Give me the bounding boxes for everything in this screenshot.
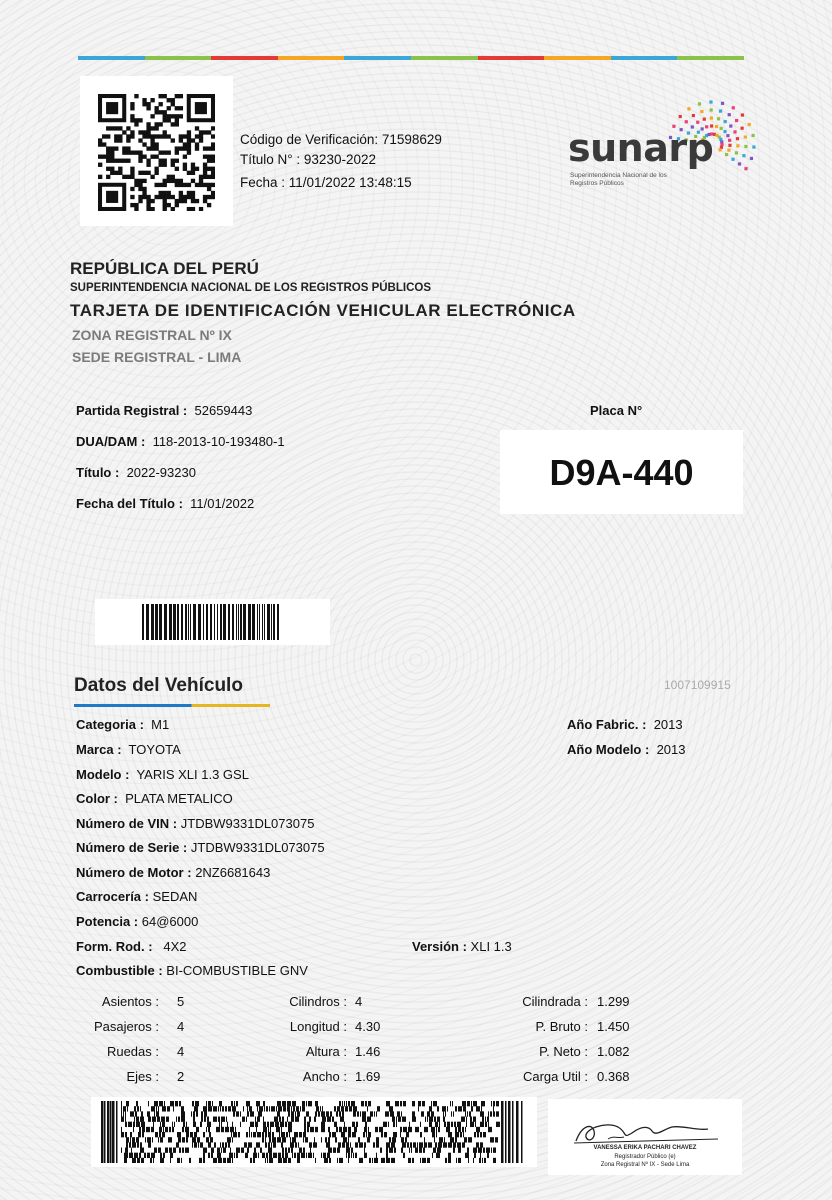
signature-block <box>548 1099 742 1175</box>
field-label: Año Modelo : <box>567 742 650 757</box>
sunarp-logo <box>560 92 760 202</box>
field-value: JTDBW9331DL073075 <box>190 840 325 855</box>
field-label: Año Fabric. : <box>567 717 647 732</box>
field-formrod <box>76 939 187 954</box>
field-fecha <box>76 496 254 511</box>
field-serie <box>76 840 325 855</box>
agency-heading: SUPERINTENDENCIA NACIONAL DE LOS REGISTROS PÚBLICOS <box>70 282 432 294</box>
spec-longitud-label: Longitud : <box>289 1019 347 1034</box>
pdf417-barcode-icon <box>101 1101 527 1163</box>
field-value: PLATA METALICO <box>125 791 233 806</box>
field-marca <box>76 742 181 757</box>
field-label: Título : <box>76 465 120 480</box>
field-value: 2013 <box>653 717 683 732</box>
spec-ancho-value: 1.69 <box>355 1069 381 1084</box>
field-label: Número de Motor : <box>76 865 192 880</box>
field-label: Fecha del Título : <box>76 496 183 511</box>
signer-role: Registrador Público (e) <box>614 1154 676 1160</box>
pdf417-barcode <box>91 1097 537 1167</box>
field-version <box>412 939 512 954</box>
spec-ancho-label: Ancho : <box>302 1069 347 1084</box>
field-carroceria <box>76 889 197 904</box>
field-value: 52659443 <box>194 403 253 418</box>
field-partida <box>76 403 252 418</box>
field-value: 2NZ6681643 <box>195 865 271 880</box>
barcode-small <box>95 599 330 645</box>
spec-altura-value: 1.46 <box>355 1044 381 1059</box>
spec-longitud-value: 4.30 <box>355 1019 381 1034</box>
field-anio-modelo <box>567 742 685 757</box>
field-label: Carrocería : <box>76 889 149 904</box>
document-title: TARJETA DE IDENTIFICACIÓN VEHICULAR ELECTRÓNICA <box>70 301 576 320</box>
spec-pbruto-value: 1.450 <box>597 1019 630 1034</box>
field-value: YARIS XLI 1.3 GSL <box>136 767 249 782</box>
field-label: Potencia : <box>76 914 139 929</box>
section-underline <box>74 704 270 707</box>
field-value: SEDAN <box>152 889 198 904</box>
spec-pasajeros-label: Pasajeros : <box>93 1019 159 1034</box>
spec-cilindrada-label: Cilindrada : <box>522 994 588 1009</box>
field-value: JTDBW9331DL073075 <box>180 816 315 831</box>
field-value: 2022-93230 <box>126 465 196 480</box>
field-value: 2013 <box>656 742 686 757</box>
field-potencia <box>76 914 198 929</box>
verification-title: Título N° : 93230-2022 <box>240 152 376 167</box>
spec-asientos-label: Asientos : <box>101 994 159 1009</box>
plate-label: Placa N° <box>590 403 643 418</box>
field-label: Categoria : <box>76 717 144 732</box>
field-vin <box>76 816 314 831</box>
field-value: BI-COMBUSTIBLE GNV <box>166 963 308 978</box>
verification-date: Fecha : 11/01/2022 13:48:15 <box>240 175 412 190</box>
spec-pneto-label: P. Neto : <box>539 1044 588 1059</box>
spec-altura-label: Altura : <box>305 1044 347 1059</box>
barcode-icon <box>142 604 282 640</box>
spec-pasajeros-value: 4 <box>177 1019 185 1034</box>
spec-ruedas-label: Ruedas : <box>106 1044 159 1059</box>
field-label: Número de Serie : <box>76 840 188 855</box>
field-value: TOYOTA <box>128 742 181 757</box>
spec-cilindros-value: 4 <box>355 994 363 1009</box>
qr-code-icon <box>98 94 215 211</box>
field-motor <box>76 865 270 880</box>
field-value: 11/01/2022 <box>190 496 255 511</box>
field-categoria <box>76 717 169 732</box>
field-value: M1 <box>151 717 170 732</box>
field-value: XLI 1.3 <box>470 939 512 954</box>
field-label: Combustible : <box>76 963 163 978</box>
signer-name: VANESSA ERIKA PACHARI CHAVEZ <box>593 1145 697 1151</box>
field-titulo <box>76 465 196 480</box>
country-heading: REPÚBLICA DEL PERÚ <box>70 259 259 278</box>
field-color <box>76 791 233 806</box>
field-anio-fabric <box>567 717 683 732</box>
field-modelo <box>76 767 249 782</box>
field-label: Número de VIN : <box>76 816 178 831</box>
signature-icon <box>548 1109 742 1149</box>
spec-pbruto-label: P. Bruto : <box>535 1019 588 1034</box>
plate-number: D9A-440 <box>549 452 694 493</box>
document-number: 1007109915 <box>664 678 731 692</box>
spec-cargautil-value: 0.368 <box>597 1069 630 1084</box>
plate-box <box>500 430 743 514</box>
field-label: DUA/DAM : <box>76 434 146 449</box>
spec-ejes-label: Ejes : <box>126 1069 159 1084</box>
spec-ruedas-value: 4 <box>177 1044 185 1059</box>
spec-cilindros-label: Cilindros : <box>289 994 347 1009</box>
verification-code: Código de Verificación: 71598629 <box>240 132 442 147</box>
field-value: 64@6000 <box>141 914 199 929</box>
spec-cargautil-label: Carga Util : <box>522 1069 588 1084</box>
spec-pneto-value: 1.082 <box>597 1044 630 1059</box>
zone-heading: ZONA REGISTRAL Nº IX <box>72 327 232 343</box>
spec-cilindrada-value: 1.299 <box>597 994 630 1009</box>
field-label: Modelo : <box>76 767 130 782</box>
field-label: Form. Rod. : <box>76 939 153 954</box>
logo-wordmark: sunarp <box>568 126 714 170</box>
field-label: Versión : <box>412 939 467 954</box>
signer-zone: Zona Registral Nº IX - Sede Lima <box>600 1162 690 1168</box>
office-heading: SEDE REGISTRAL - LIMA <box>72 349 242 365</box>
qr-code <box>80 76 233 226</box>
section-title: Datos del Vehículo <box>74 675 243 696</box>
spec-ejes-value: 2 <box>177 1069 185 1084</box>
logo-subtitle: Superintendencia Nacional de los Registros Públicos <box>570 172 667 187</box>
field-dua <box>76 434 285 449</box>
field-label: Color : <box>76 791 118 806</box>
field-value: 4X2 <box>163 939 187 954</box>
spec-asientos-value: 5 <box>177 994 185 1009</box>
field-label: Marca : <box>76 742 122 757</box>
field-label: Partida Registral : <box>76 403 188 418</box>
top-color-stripe <box>78 56 744 60</box>
field-combustible <box>76 963 308 978</box>
field-value: 118-2013-10-193480-1 <box>152 434 285 449</box>
